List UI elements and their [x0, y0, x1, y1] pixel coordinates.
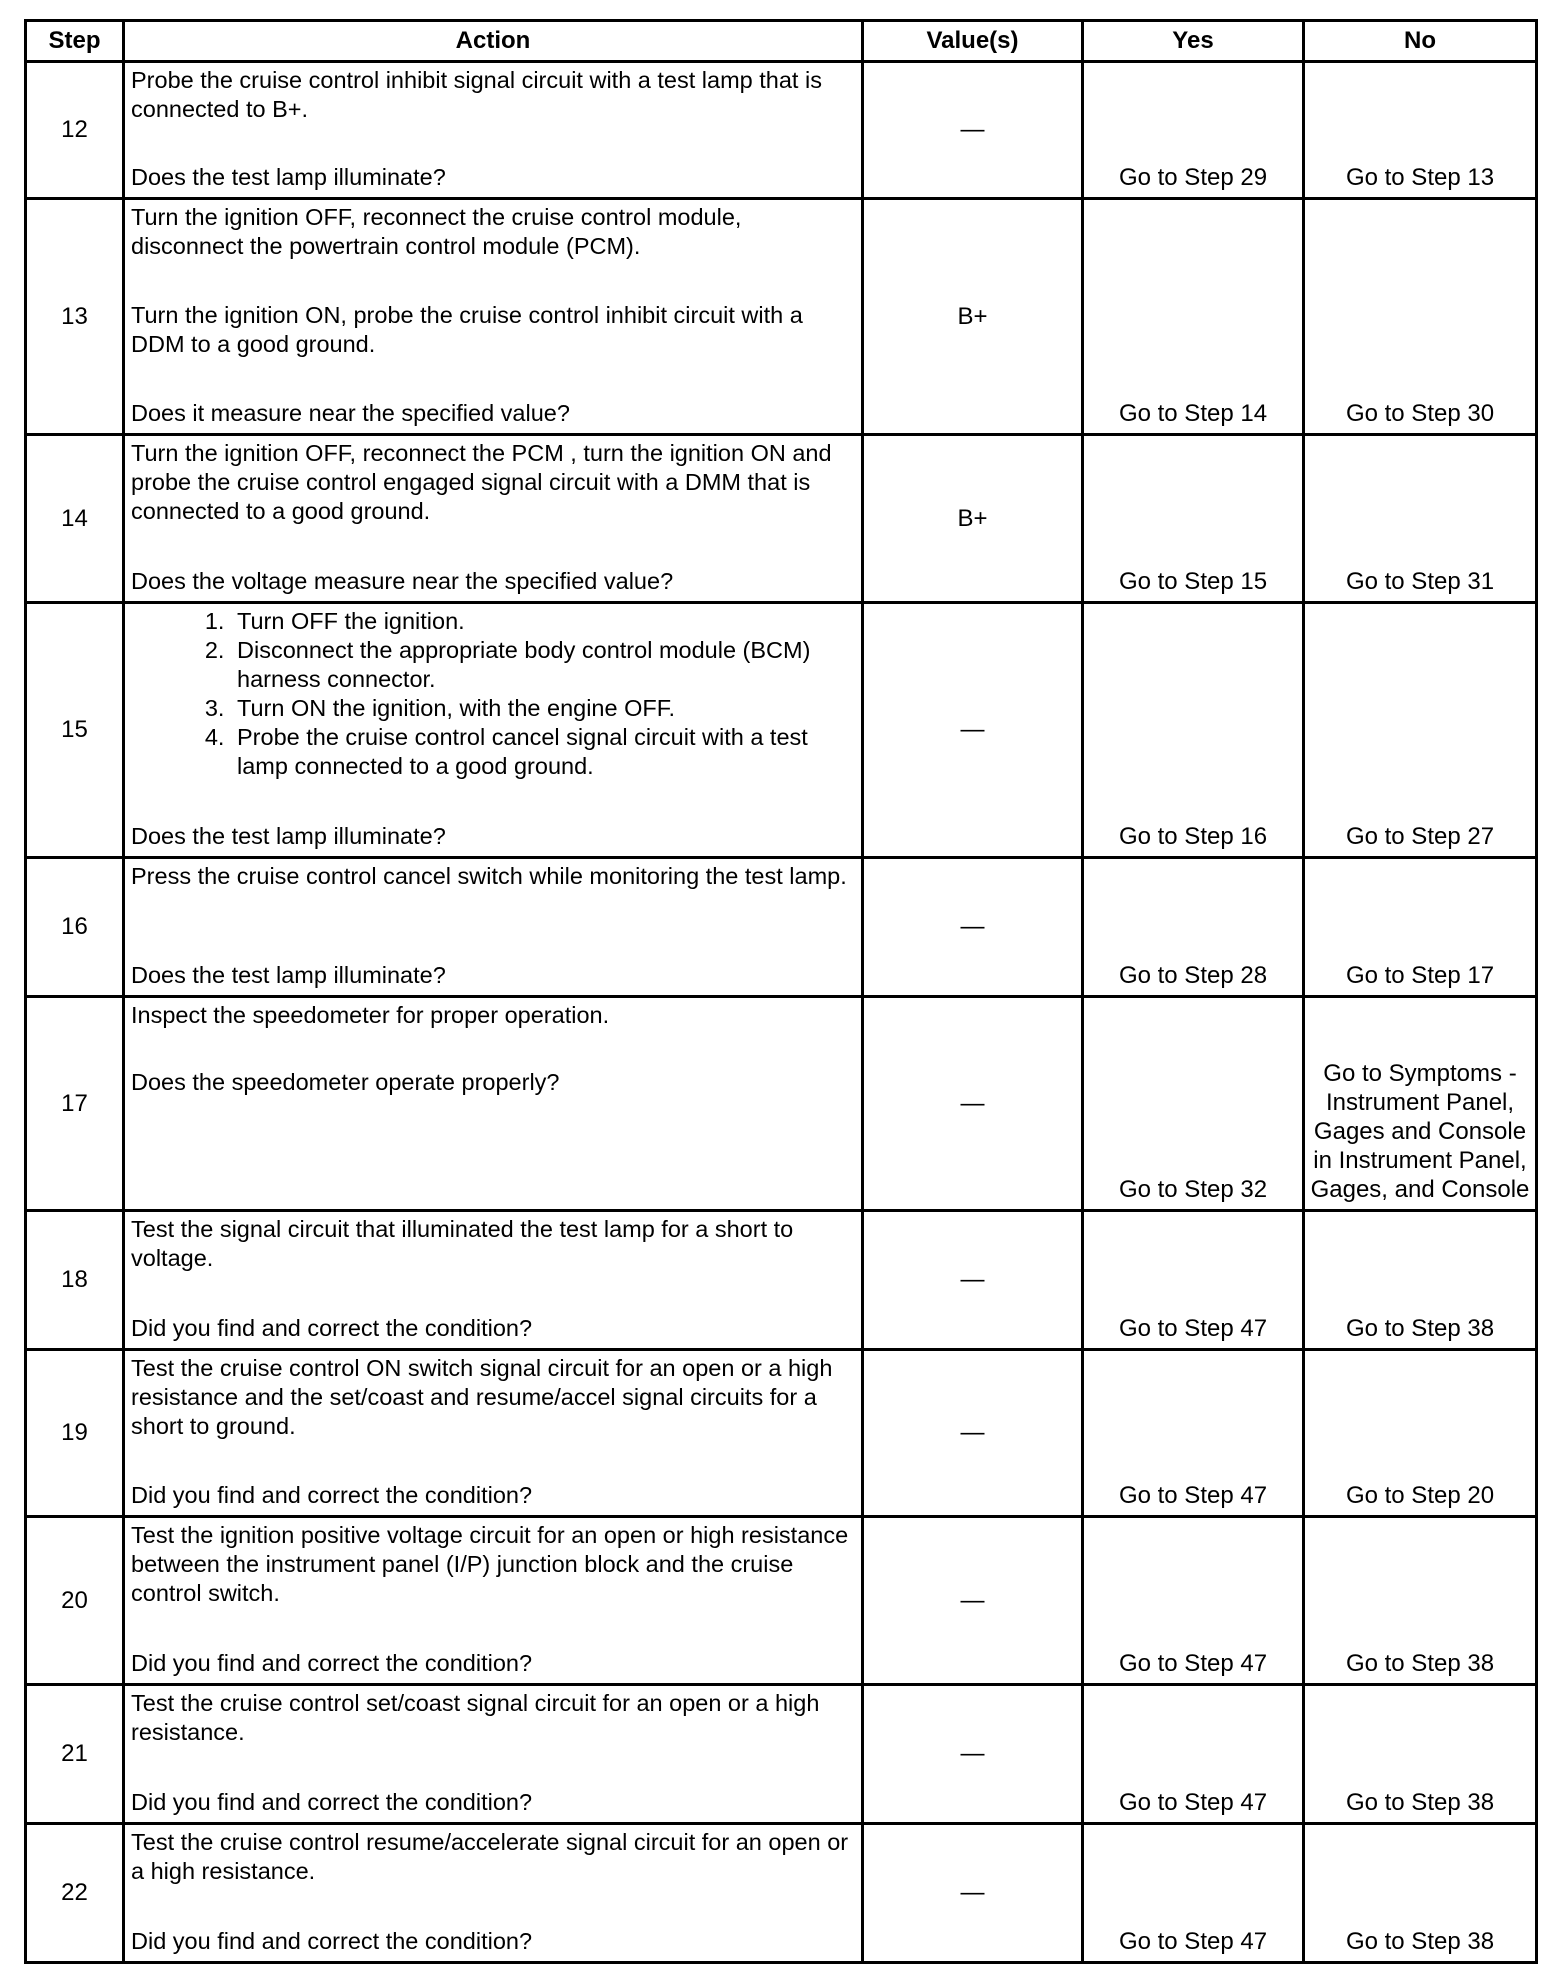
step-number: 18	[26, 1211, 124, 1350]
yes-cell: Go to Step 47	[1083, 1211, 1304, 1350]
action-text: Turn the ignition OFF, reconnect the PCM , turn the ignition ON and probe the cruise control engaged signal circuit with a DMM that is connected to a good ground.	[131, 440, 832, 524]
table-row	[26, 997, 1537, 1211]
value-cell: —	[863, 1824, 1083, 1963]
yes-cell: Go to Step 47	[1083, 1824, 1304, 1963]
no-cell: Go to Step 38	[1304, 1824, 1537, 1963]
action-text: Inspect the speedometer for proper operation.	[131, 1002, 610, 1028]
header-yes: Yes	[1083, 21, 1304, 62]
no-cell: Go to Step 31	[1304, 435, 1537, 603]
value-cell: B+	[863, 435, 1083, 603]
value-cell: —	[863, 858, 1083, 997]
action-question: Did you find and correct the condition?	[131, 1789, 533, 1815]
action-cell	[124, 1350, 863, 1517]
action-cell	[124, 1517, 863, 1685]
yes-cell: Go to Step 47	[1083, 1350, 1304, 1517]
step-number: 17	[26, 997, 124, 1211]
action-text: Test the cruise control set/coast signal circuit for an open or a high resistance.	[131, 1690, 820, 1745]
step-number: 21	[26, 1685, 124, 1824]
action-question: Does the test lamp illuminate?	[131, 823, 446, 849]
action-question: Does the voltage measure near the specified value?	[131, 568, 674, 594]
yes-cell: Go to Step 16	[1083, 603, 1304, 858]
diagnostic-table	[24, 19, 1538, 1964]
step-number: 16	[26, 858, 124, 997]
action-cell	[124, 1685, 863, 1824]
table-row	[26, 1350, 1537, 1517]
action-question: Does the speedometer operate properly?	[131, 1069, 560, 1095]
table-row	[26, 1517, 1537, 1685]
action-text: Test the cruise control ON switch signal circuit for an open or a high resistance and the set/coast and resume/accel signal circuits for a short to ground.	[131, 1355, 833, 1439]
table-row	[26, 1685, 1537, 1824]
action-text: Turn the ignition OFF, reconnect the cruise control module, disconnect the powertrain control module (PCM).	[131, 204, 742, 259]
action-cell	[124, 199, 863, 435]
value-cell: —	[863, 1350, 1083, 1517]
table-row	[26, 435, 1537, 603]
no-cell: Go to Step 30	[1304, 199, 1537, 435]
no-cell: Go to Symptoms - Instrument Panel, Gages and Console in Instrument Panel, Gages, and Console	[1304, 997, 1537, 1211]
action-question: Does the test lamp illuminate?	[131, 962, 446, 988]
table-row	[26, 62, 1537, 199]
yes-cell: Go to Step 29	[1083, 62, 1304, 199]
action-question: Does it measure near the specified value?	[131, 400, 570, 426]
action-cell	[124, 997, 863, 1211]
yes-cell: Go to Step 47	[1083, 1517, 1304, 1685]
value-cell: —	[863, 1517, 1083, 1685]
table-row	[26, 199, 1537, 435]
action-question: Did you find and correct the condition?	[131, 1315, 533, 1341]
action-cell	[124, 435, 863, 603]
value-cell: —	[863, 1211, 1083, 1350]
yes-cell: Go to Step 14	[1083, 199, 1304, 435]
action-question: Did you find and correct the condition?	[131, 1928, 533, 1954]
list-item: 1. Turn OFF the ignition.	[231, 607, 855, 636]
action-text: Test the signal circuit that illuminated the test lamp for a short to voltage.	[131, 1216, 794, 1271]
action-text: Test the cruise control resume/accelerate signal circuit for an open or a high resistance.	[131, 1829, 849, 1884]
action-text: Probe the cruise control inhibit signal circuit with a test lamp that is connected to B+.	[131, 67, 822, 122]
header-values: Value(s)	[863, 21, 1083, 62]
action-question: Did you find and correct the condition?	[131, 1650, 533, 1676]
no-cell: Go to Step 13	[1304, 62, 1537, 199]
table-row	[26, 1211, 1537, 1350]
header-step: Step	[26, 21, 124, 62]
no-cell: Go to Step 17	[1304, 858, 1537, 997]
action-cell	[124, 1824, 863, 1963]
value-cell: —	[863, 1685, 1083, 1824]
header-no: No	[1304, 21, 1537, 62]
action-text: Test the ignition positive voltage circuit for an open or high resistance between the instrument panel (I/P) junction block and the cruise control switch.	[131, 1522, 849, 1606]
no-cell: Go to Step 38	[1304, 1517, 1537, 1685]
step-number: 12	[26, 62, 124, 199]
step-number: 20	[26, 1517, 124, 1685]
action-cell	[124, 603, 863, 858]
value-cell: B+	[863, 199, 1083, 435]
action-text: Turn the ignition ON, probe the cruise control inhibit circuit with a DDM to a good ground.	[131, 302, 803, 357]
value-cell: —	[863, 62, 1083, 199]
no-cell: Go to Step 20	[1304, 1350, 1537, 1517]
table-row	[26, 603, 1537, 858]
list-item: 3. Turn ON the ignition, with the engine OFF.	[231, 694, 855, 723]
header-action: Action	[124, 21, 863, 62]
table-row	[26, 858, 1537, 997]
list-item: 2. Disconnect the appropriate body control module (BCM) harness connector.	[231, 636, 855, 694]
yes-cell: Go to Step 47	[1083, 1685, 1304, 1824]
no-cell: Go to Step 38	[1304, 1211, 1537, 1350]
value-cell: —	[863, 603, 1083, 858]
action-cell	[124, 62, 863, 199]
action-cell	[124, 1211, 863, 1350]
no-cell: Go to Step 27	[1304, 603, 1537, 858]
action-text: Press the cruise control cancel switch while monitoring the test lamp.	[131, 863, 847, 889]
step-number: 15	[26, 603, 124, 858]
step-number: 19	[26, 1350, 124, 1517]
table-row	[26, 1824, 1537, 1963]
yes-cell: Go to Step 15	[1083, 435, 1304, 603]
action-question: Does the test lamp illuminate?	[131, 164, 446, 190]
step-number: 13	[26, 199, 124, 435]
procedure-list	[131, 607, 855, 781]
list-item: 4. Probe the cruise control cancel signal circuit with a test lamp connected to a good ground.	[231, 723, 855, 781]
header-row	[26, 21, 1537, 62]
step-number: 22	[26, 1824, 124, 1963]
no-cell: Go to Step 38	[1304, 1685, 1537, 1824]
step-number: 14	[26, 435, 124, 603]
value-cell: —	[863, 997, 1083, 1211]
action-question: Did you find and correct the condition?	[131, 1482, 533, 1508]
action-cell	[124, 858, 863, 997]
yes-cell: Go to Step 32	[1083, 997, 1304, 1211]
yes-cell: Go to Step 28	[1083, 858, 1304, 997]
